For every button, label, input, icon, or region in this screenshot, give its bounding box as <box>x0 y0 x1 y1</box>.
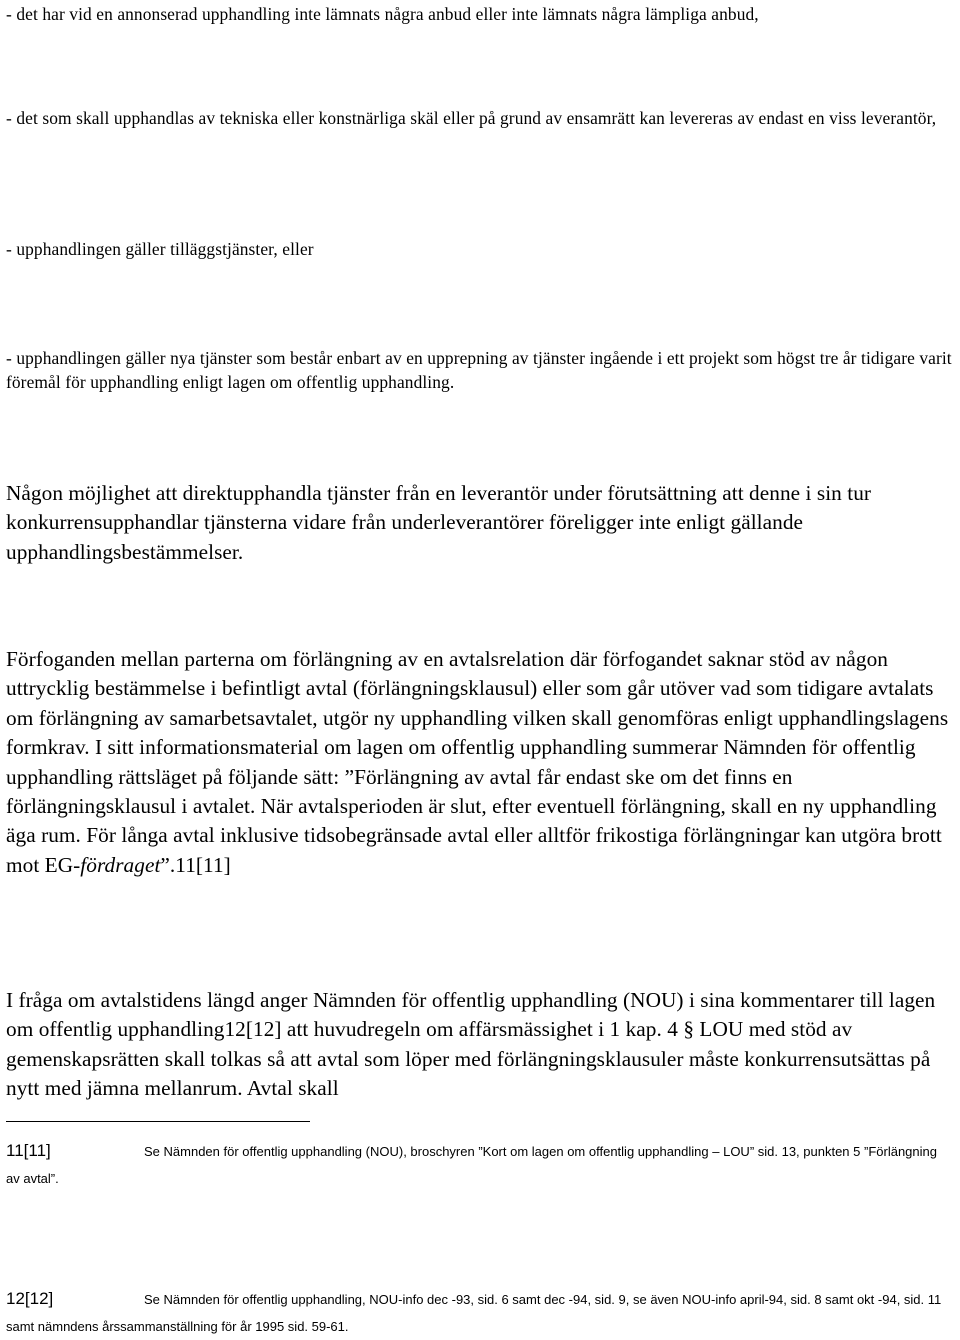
footnote <box>6 1137 954 1192</box>
footnote-number: 11[11] <box>6 1141 51 1160</box>
footnote <box>6 1285 954 1340</box>
footnote-number: 12[12] <box>6 1289 54 1308</box>
list-item: - upphandlingen gäller tilläggstjänster, eller <box>6 239 314 259</box>
list-item: - det har vid en annonserad upphandling inte lämnats några anbud eller inte lämnats några lämpliga anbud, <box>6 4 759 24</box>
footnote-text: Se Nämnden för offentlig upphandling, NOU-info dec -93, sid. 6 samt dec -94, sid. 9, se även NOU-info april-94, sid. 8 samt okt -94, sid. 11 samt nämndens årssammanställning för år 1995 sid. 59-61. <box>6 1292 942 1334</box>
footnote-reference: ”.11[11] <box>160 852 231 877</box>
paragraph-contract-length: I fråga om avtalstidens längd anger Nämnden för offentlig upphandling (NOU) i sina kommentarer till lagen om offentlig upphandling12[12] att huvudregeln om affärsmässighet i 1 kap. 4 § LOU med stöd av gemenskapsrätten skall tolkas så att avtal som löper med förlängningsklausuler måste konkurrensutsättas på nytt med jämna mellanrum. Avtal skall <box>6 988 936 1101</box>
italic-term: fördraget <box>80 852 161 877</box>
paragraph-extension <box>6 645 954 880</box>
footnote-text: Se Nämnden för offentlig upphandling (NOU), broschyren ”Kort om lagen om offentlig upphandling – LOU” sid. 13, punkten 5 ”Förlängning av avtal”. <box>6 1144 937 1186</box>
list-item: - det som skall upphandlas av tekniska eller konstnärliga skäl eller på grund av ensamrätt kan levereras av endast en viss leverantör, <box>6 108 937 128</box>
list-item: - upphandlingen gäller nya tjänster som består enbart av en upprepning av tjänster ingående i ett projekt som högst tre år tidigare varit föremål för upphandling enligt lagen om offentlig upphandling. <box>6 348 952 392</box>
paragraph-direct-procurement: Någon möjlighet att direktupphandla tjänster från en leverantör under förutsättning att denne i sin tur konkurrensupphandlar tjänsterna vidare från underleverantörer föreligger inte enligt gällande upphandlingsbestämmelser. <box>6 481 872 564</box>
paragraph-text: Förfoganden mellan parterna om förlängning av en avtalsrelation där förfogandet saknar stöd av någon uttrycklig bestämmelse i befintligt avtal (förlängningsklausul) eller som går utöver vad som tidigare avtalats om förlängning av samarbetsavtalet, utgör ny upphandling vilken skall genomföras enligt upphandlingslagens formkrav. I sitt informationsmaterial om lagen om offentlig upphandling summerar Nämnden för offentlig upphandling rättsläget på följande sätt: ”Förlängning av avtal får endast ske om det finns en förlängningsklausul i avtalet. När avtalsperioden är slut, efter eventuell förlängning, skall en ny upphandling äga rum. För långa avtal inklusive tidsobegränsade avtal eller alltför frikostiga förlängningar kan utgöra brott mot EG- <box>6 647 949 877</box>
footnote-separator <box>6 1121 310 1122</box>
